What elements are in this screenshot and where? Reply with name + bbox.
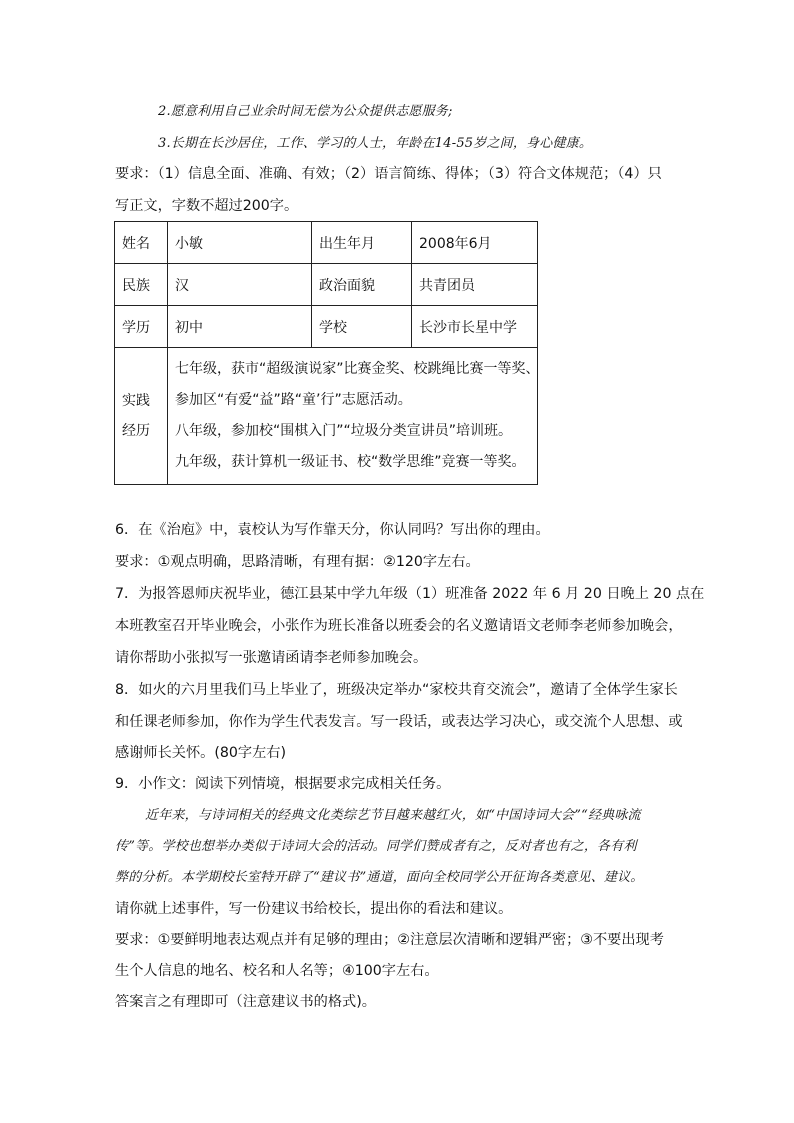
- scenario-line: 传”等。学校也想举办类似于诗词大会的活动。同学们赞成者有之，反对者也有之，各有利: [115, 839, 637, 854]
- question-6: 6．在《治庖》中，袁校认为写作靠天分，你认同吗？写出你的理由。: [115, 522, 550, 538]
- requirement-line-1: 要求：（1）信息全面、准确、有效；（2）语言简练、得体；（3）符合文体规范；（4）只: [115, 166, 662, 182]
- table-cell-label: 姓名: [115, 222, 168, 264]
- question-6-requirement: 要求：①观点明确，思路清晰，有理有据：②120字左右。: [115, 554, 480, 570]
- question-8-line: 感谢师长关怀。(80字左右): [115, 745, 286, 761]
- table-cell-label: 出生年月: [312, 222, 412, 264]
- question-9-requirement: 要求：①要鲜明地表达观点并有足够的理由；②注意层次清晰和逻辑严密；③不要出现考: [115, 932, 664, 948]
- table-cell-label: 政治面貌: [312, 264, 412, 306]
- question-8-line: 8．如火的六月里我们马上毕业了，班级决定举办“家校共育交流会”，邀请了全体学生家长: [115, 682, 678, 698]
- table-cell-label: 民族: [115, 264, 168, 306]
- practice-line: 七年级，获市“超级演说家”比赛金奖、校跳绳比赛一等奖、: [175, 361, 540, 377]
- table-row: [115, 222, 538, 264]
- question-8-line: 和任课老师参加，你作为学生代表发言。写一段话，或表达学习决心，或交流个人思想、或: [115, 714, 683, 730]
- practice-line: 八年级，参加校“围棋入门”“垃圾分类宣讲员”培训班。: [175, 423, 513, 439]
- practice-line: 参加区“有爱“益”路“童’行”志愿活动。: [175, 392, 412, 408]
- question-7-line: 请你帮助小张拟写一张邀请函请李老师参加晚会。: [115, 650, 428, 666]
- scenario-line: 近年来，与诗词相关的经典文化类综艺节目越来越红火，如“中国诗词大会”“经典咏流: [145, 808, 641, 823]
- scenario-line: 弊的分析。本学期校长室特开辟了“建议书”通道，面向全校同学公开征询各类意见、建议。: [115, 870, 644, 885]
- practice-line: 九年级，获计算机一级证书、校“数学思维”竞赛一等奖。: [175, 454, 526, 470]
- personal-info-table: [114, 221, 538, 485]
- question-7-line: 本班教室召开毕业晚会，小张作为班长准备以班委会的名义邀请语文老师李老师参加晚会，: [115, 618, 683, 634]
- question-9-requirement: 生个人信息的地名、校名和人名等；④100字左右。: [115, 963, 439, 979]
- table-cell-value: 长沙市长星中学: [412, 306, 538, 348]
- practice-label-line: 实践: [122, 393, 150, 409]
- requirement-line-2: 写正文，字数不超过200字。: [115, 198, 299, 214]
- table-cell-value: 汉: [168, 264, 312, 306]
- answer-note: 答案言之有理即可（注意建议书的格式)。: [115, 994, 376, 1010]
- table-cell-value: 共青团员: [412, 264, 538, 306]
- table-cell-label: 学历: [115, 306, 168, 348]
- condition-2: 2.愿意利用自己业余时间无偿为公众提供志愿服务;: [158, 104, 453, 119]
- table-cell-label: 学校: [312, 306, 412, 348]
- table-cell-value: 小敏: [168, 222, 312, 264]
- condition-3: 3.长期在长沙居住，工作、学习的人士，年龄在14-55岁之间，身心健康。: [158, 136, 593, 151]
- practice-experience-cell: [168, 348, 538, 485]
- question-9-title: 9．小作文：阅读下列情境，根据要求完成相关任务。: [115, 776, 451, 792]
- question-9-ask: 请你就上述事件，写一份建议书给校长，提出你的看法和建议。: [115, 901, 513, 917]
- practice-label-line: 经历: [122, 423, 150, 439]
- question-7-line: 7．为报答恩师庆祝毕业，德江县某中学九年级（1）班准备 2022 年 6 月 20 日晚上 20 点在: [115, 586, 705, 602]
- table-cell-label: [115, 348, 168, 485]
- table-cell-value: 初中: [168, 306, 312, 348]
- table-cell-value: 2008年6月: [412, 222, 538, 264]
- table-row: [115, 306, 538, 348]
- table-row: [115, 264, 538, 306]
- table-row-practice: [115, 348, 538, 485]
